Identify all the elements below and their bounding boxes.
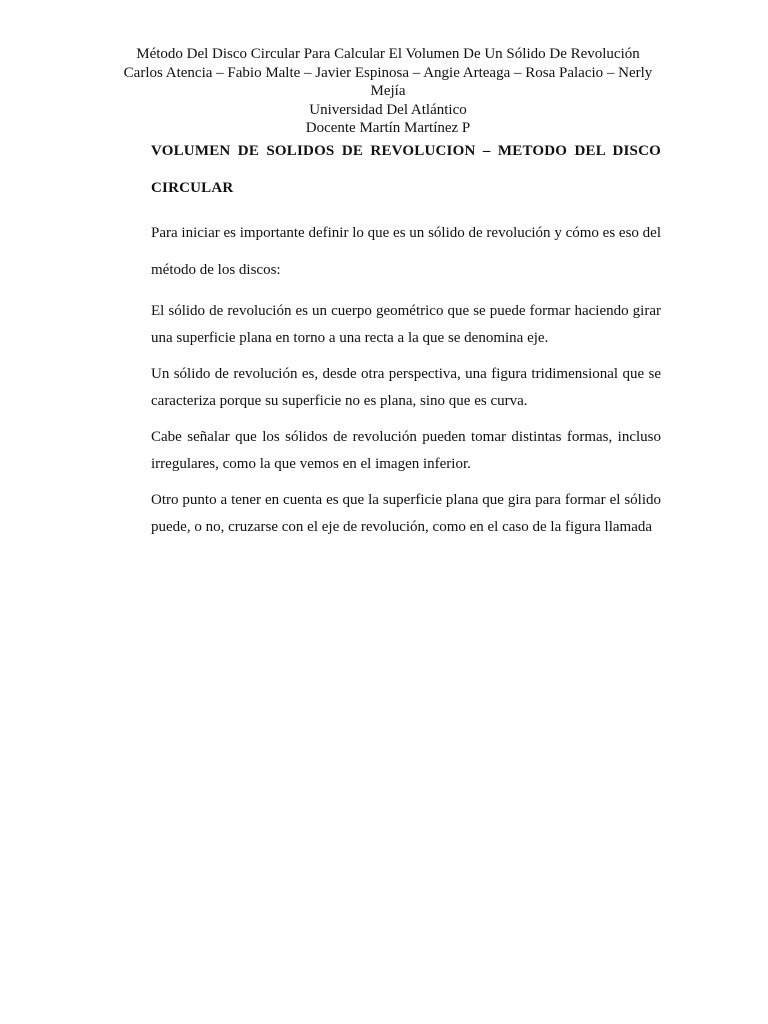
paragraph-forms: Cabe señalar que los sólidos de revolución pueden tomar distintas formas, incluso irregulares, como la que vemos en el imagen inferior. [151, 429, 661, 472]
paragraph-perspective: Un sólido de revolución es, desde otra perspectiva, una figura tridimensional que se caracteriza porque su superficie no es plana, sino que es curva. [151, 366, 661, 409]
paragraph-axis: Otro punto a tener en cuenta es que la superficie plana que gira para formar el sólido puede, o no, cruzarse con el eje de revolución, como en el caso de la figura llamada [151, 492, 661, 535]
section-heading-line-2: CIRCULAR [151, 180, 234, 196]
document-authors: Carlos Atencia – Fabio Malte – Javier Espinosa – Angie Arteaga – Rosa Palacio – Nerly Mejía [123, 64, 653, 99]
document-university: Universidad Del Atlántico [309, 101, 467, 118]
paragraph-definition: El sólido de revolución es un cuerpo geométrico que se puede formar haciendo girar una superficie plana en torno a una recta a la que se denomina eje. [151, 303, 661, 346]
document-header [110, 45, 666, 138]
document-body [151, 133, 661, 550]
document-teacher: Docente Martín Martínez P [305, 120, 471, 136]
section-heading [151, 133, 661, 207]
paragraph-intro: Para iniciar es importante definir lo que es un sólido de revolución y cómo es eso del método de los discos: [151, 225, 661, 278]
document-title: Método Del Disco Circular Para Calcular El Volumen De Un Sólido De Revolución [136, 46, 640, 62]
section-heading-line-1: VOLUMEN DE SOLIDOS DE REVOLUCION – METODO DEL DISCO [151, 143, 661, 159]
